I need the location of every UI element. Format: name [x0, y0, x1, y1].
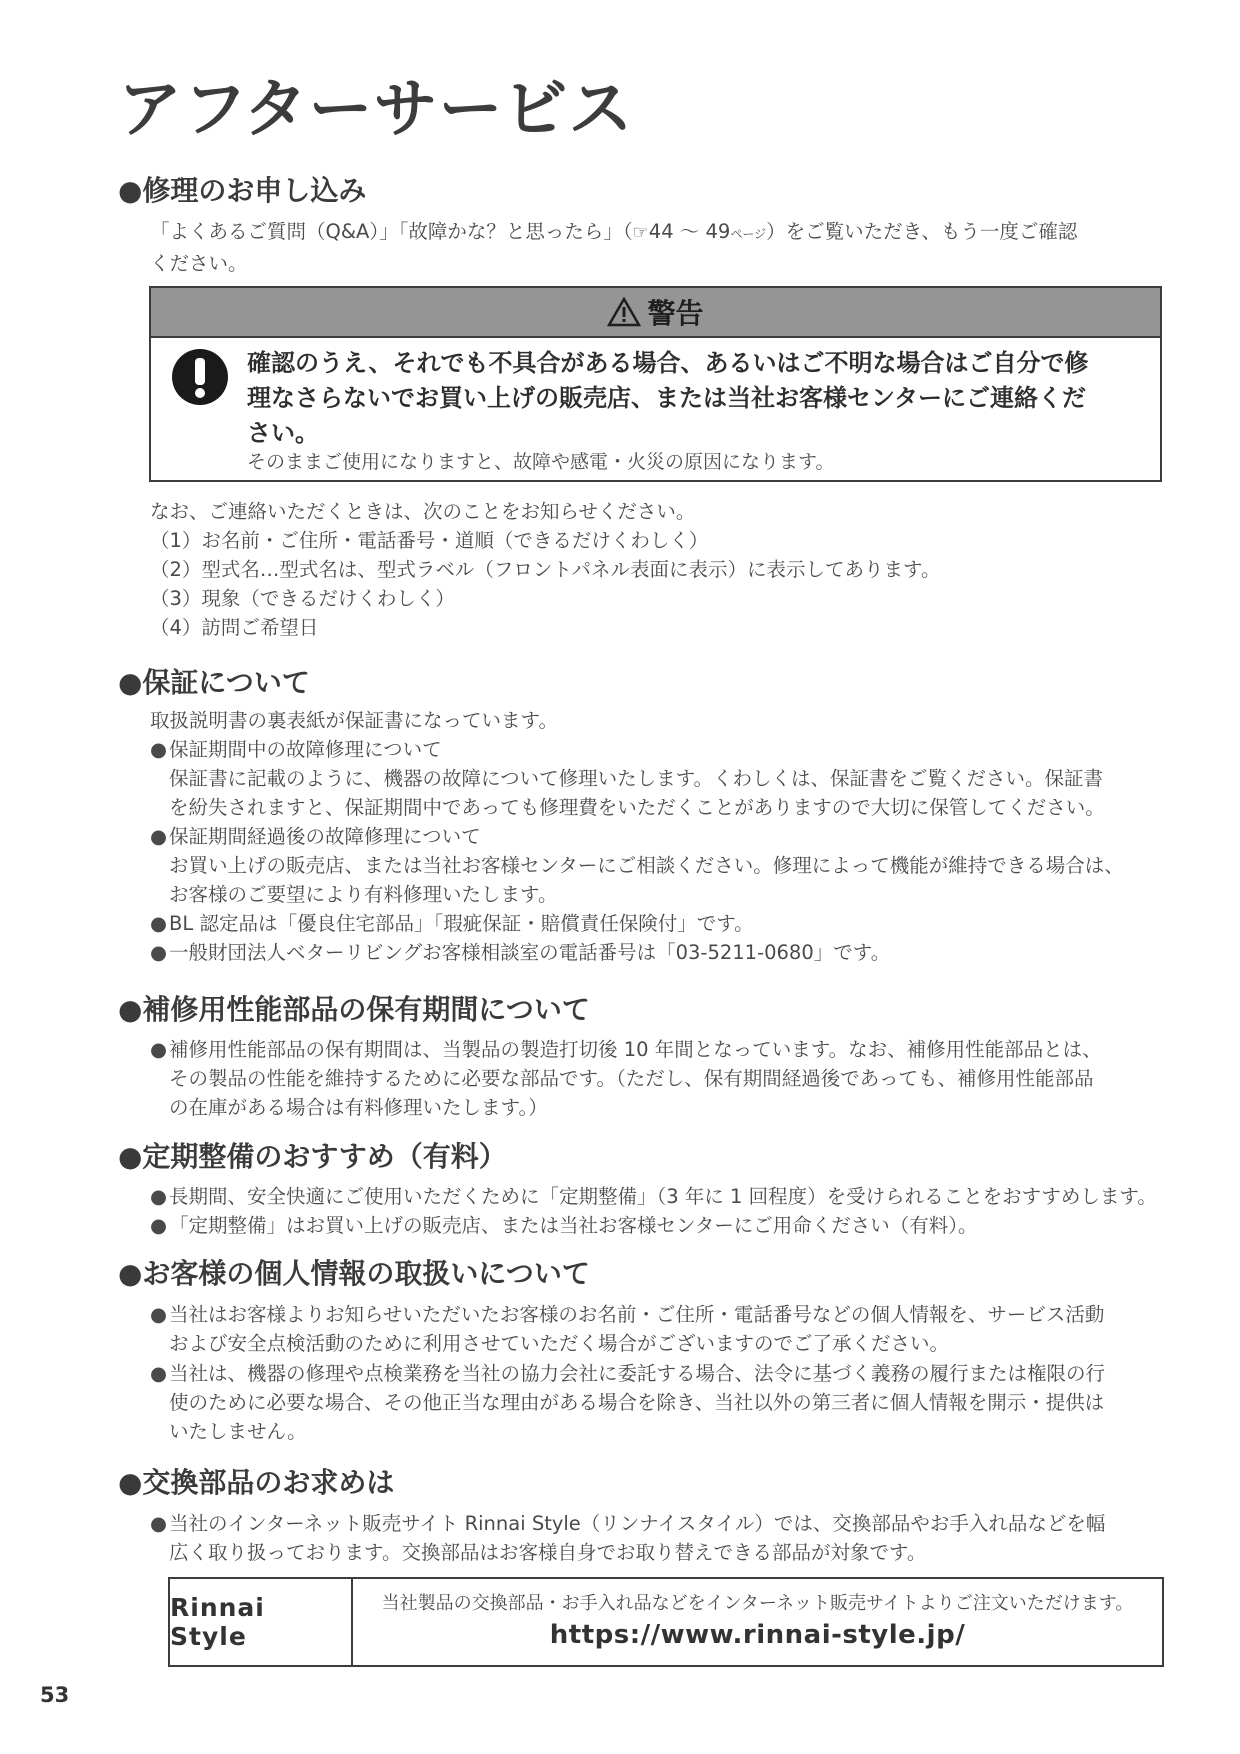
- repair-intro: [150, 217, 1170, 278]
- section-heading-repair: ●修理のお申し込み: [118, 174, 367, 207]
- bullet-dot: ●: [150, 1362, 168, 1385]
- page-title: アフターサービス: [118, 73, 634, 147]
- bullet-text: 当社のインターネット販売サイト Rinnai Style（リンナイスタイル）では、交換部品やお手入れ品などを幅: [169, 1512, 1106, 1535]
- bullet-item: [150, 735, 1170, 822]
- warning-main-text: [247, 346, 1147, 451]
- bullet-text: 補修用性能部品の保有期間は、当製品の製造打切後 10 年間となっています。なお、補修用性能部品とは、: [169, 1038, 1102, 1061]
- warning-main-line: 確認のうえ、それでも不具合がある場合、あるいはご不明な場合はご自分で修: [247, 349, 1089, 377]
- warning-box: [149, 286, 1162, 482]
- section-heading-replacement: ●交換部品のお求めは: [118, 1466, 395, 1499]
- rinnai-style-url[interactable]: https://www.rinnai-style.jp/: [549, 1620, 966, 1650]
- bullet-item: [150, 1211, 1170, 1240]
- rinnai-style-info: [353, 1579, 1162, 1665]
- bullet-text: および安全点検活動のために利用させていただく場合がございますのでご了承ください。: [169, 1332, 950, 1355]
- section-heading-privacy: ●お客様の個人情報の取扱いについて: [118, 1257, 590, 1290]
- bullet-title: 保証期間経過後の故障修理について: [169, 825, 481, 848]
- contact-intro: なお、ご連絡いただくときは、次のことをお知らせください。: [150, 500, 696, 523]
- repair-intro-line2: ください。: [150, 252, 248, 275]
- bullet-text: お買い上げの販売店、または当社お客様センターにご相談ください。修理によって機能が維持できる場合は、: [169, 854, 1124, 877]
- bullet-text: 当社は、機器の修理や点検業務を当社の協力会社に委託する場合、法令に基づく義務の履行または権限の行: [169, 1362, 1106, 1385]
- bullet-text: その製品の性能を維持するために必要な部品です。（ただし、保有期間経過後であっても、補修用性能部品: [169, 1067, 1094, 1090]
- page-suffix: ページ: [730, 227, 767, 241]
- rinnai-style-description: 当社製品の交換部品・お手入れ品などをインターネット販売サイトよりご注文いただけます。: [381, 1593, 1134, 1614]
- bullet-dot: ●: [150, 1214, 168, 1237]
- bullet-item: [150, 1509, 1170, 1567]
- bullet-item: [150, 909, 1170, 938]
- bullet-dot: ●: [150, 1512, 168, 1535]
- contact-list: [150, 497, 940, 642]
- warning-header: [151, 288, 1160, 338]
- bullet-item: [150, 1035, 1170, 1122]
- warning-main-line: さい。: [247, 419, 319, 447]
- rinnai-style-logo: Rinnai Style: [170, 1579, 353, 1665]
- list-item: （3）現象（できるだけくわしく）: [150, 587, 455, 610]
- bullet-dot: ●: [150, 1303, 168, 1326]
- warning-main-line: 理なさらないでお買い上げの販売店、または当社お客様センターにご連絡くだ: [247, 384, 1087, 412]
- bullet-text: 使のために必要な場合、その他正当な理由がある場合を除き、当社以外の第三者に個人情報を開示・提供は: [169, 1391, 1105, 1414]
- bullet-dot: ●: [150, 941, 168, 964]
- bullet-dot: ●: [150, 738, 168, 761]
- warning-label: 警告: [647, 297, 704, 330]
- rinnai-style-box: [168, 1577, 1164, 1667]
- exclamation-icon: [171, 348, 229, 406]
- bullet-text: 長期間、安全快適にご使用いただくために「定期整備」（3 年に 1 回程度）を受けられることをおすすめします。: [169, 1185, 1157, 1208]
- bullet-text: 「定期整備」はお買い上げの販売店、または当社お客様センターにご用命ください（有料）。: [169, 1214, 978, 1237]
- bullet-item: [150, 1182, 1170, 1211]
- warranty-intro: 取扱説明書の裏表紙が保証書になっています。: [150, 709, 558, 732]
- bullet-item: [150, 938, 1170, 967]
- bullet-dot: ●: [150, 912, 168, 935]
- bullet-text: 広く取り扱っております。交換部品はお客様自身でお取り替えできる部品が対象です。: [169, 1541, 927, 1564]
- bullet-text: を紛失されますと、保証期間中であっても修理費をいただくことがありますので大切に保管してください。: [169, 796, 1105, 819]
- warning-note: そのままご使用になりますと、故障や感電・火災の原因になります。: [247, 451, 835, 473]
- bullet-item: [150, 1359, 1170, 1446]
- bullet-item: [150, 1300, 1170, 1358]
- repair-intro-pages: 44 ～ 49: [648, 220, 731, 243]
- section-heading-maintenance: ●定期整備のおすすめ（有料）: [118, 1140, 507, 1173]
- warning-triangle-icon: [607, 297, 641, 327]
- list-item: （2）型式名…型式名は、型式ラベル（フロントパネル表面に表示）に表示してあります。: [150, 558, 941, 581]
- bullet-text: の在庫がある場合は有料修理いたします。）: [169, 1096, 548, 1119]
- bullet-dot: ●: [150, 825, 168, 848]
- repair-intro-text: 「よくあるご質問（Q&A）」「故障かな？と思ったら」（: [150, 220, 633, 243]
- bullet-dot: ●: [150, 1038, 168, 1061]
- bullet-text: BL 認定品は「優良住宅部品」「瑕疵保証・賠償責任保険付」です。: [169, 912, 754, 935]
- bullet-title: 保証期間中の故障修理について: [169, 738, 442, 761]
- repair-intro-text-post: ）をご覧いただき、もう一度ご確認: [766, 220, 1078, 243]
- bullet-text: 保証書に記載のように、機器の故障について修理いたします。くわしくは、保証書をご覧ください。保証書: [169, 767, 1104, 790]
- bullet-text: お客様のご要望により有料修理いたします。: [169, 883, 558, 906]
- pointing-hand-icon: ☞: [632, 222, 649, 243]
- list-item: （1）お名前・ご住所・電話番号・道順（できるだけくわしく）: [150, 529, 709, 552]
- bullet-text: 当社はお客様よりお知らせいただいたお客様のお名前・ご住所・電話番号などの個人情報を、サービス活動: [169, 1303, 1105, 1326]
- bullet-text: いたしません。: [169, 1420, 307, 1443]
- bullet-item: [150, 822, 1170, 909]
- bullet-dot: ●: [150, 1185, 168, 1208]
- page-number: 53: [40, 1683, 70, 1707]
- bullet-text: 一般財団法人ベターリビングお客様相談室の電話番号は「03-5211-0680」です。: [169, 941, 891, 964]
- section-heading-parts-period: ●補修用性能部品の保有期間について: [118, 993, 590, 1026]
- list-item: （4）訪問ご希望日: [150, 616, 319, 639]
- section-heading-warranty: ●保証について: [118, 666, 310, 699]
